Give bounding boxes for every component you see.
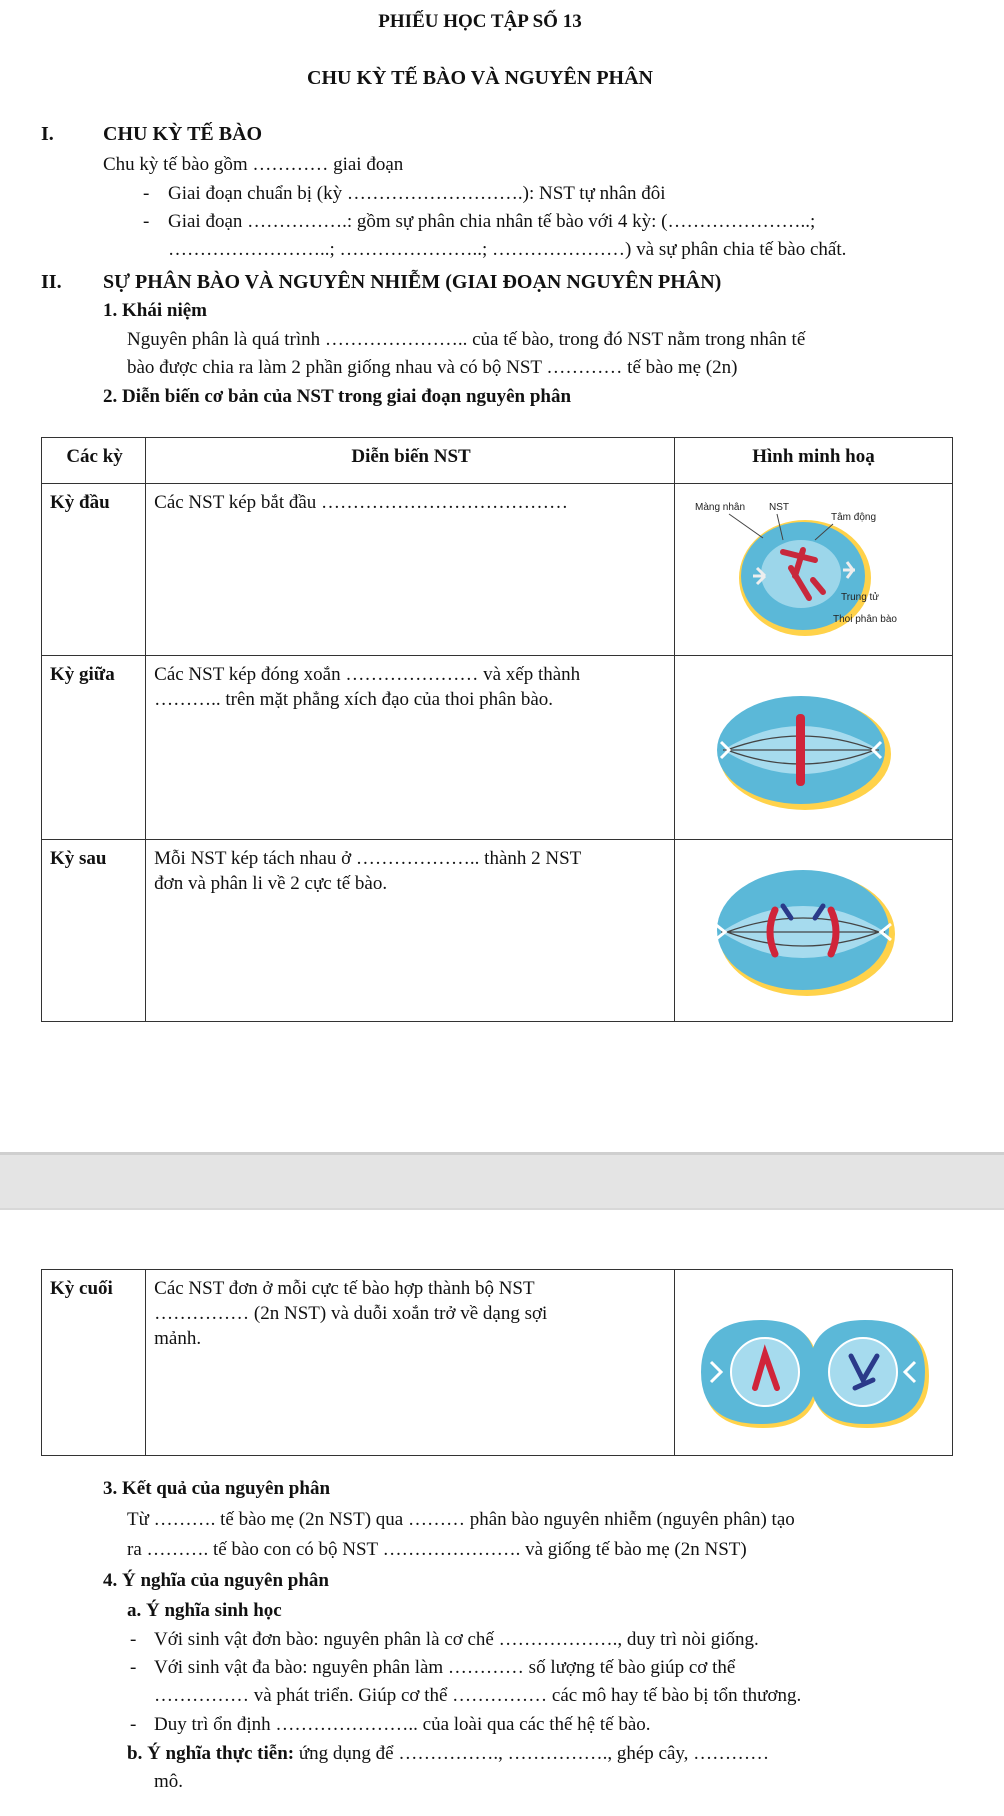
telophase-desc	[146, 1270, 675, 1456]
worksheet-title: PHIẾU HỌC TẬP SỐ 13	[378, 11, 582, 32]
worksheet-subtitle: CHU KỲ TẾ BÀO VÀ NGUYÊN PHÂN	[307, 67, 653, 89]
telophase-figure	[674, 1270, 952, 1456]
practical-significance-line	[127, 1742, 769, 1766]
prophase-desc	[146, 484, 675, 656]
metaphase-desc	[146, 656, 675, 840]
section-1-number: I.	[41, 123, 54, 145]
phase-telophase: Kỳ cuối	[42, 1270, 146, 1456]
division-line-cont: ……………………..; …………………..; …………………) và sự phân chia tế bào chất.	[168, 239, 847, 260]
label-spindle: Thoi phân bào	[832, 614, 897, 625]
section-1-heading: CHU KỲ TẾ BÀO	[103, 123, 263, 145]
anaphase-desc	[146, 840, 675, 1022]
unicellular-line: Với sinh vật đơn bào: nguyên phân là cơ chế ………………., duy trì nòi giống.	[154, 1629, 759, 1650]
bullet-dash: -	[130, 1657, 137, 1678]
section-2-number: II.	[41, 271, 62, 293]
interphase-line: Giai đoạn chuẩn bị (kỳ ……………………….): NST tự nhân đôi	[168, 183, 666, 204]
phase-metaphase: Kỳ giữa	[42, 656, 146, 840]
concept-title: 1. Khái niệm	[103, 300, 207, 321]
telophase-cell-illustration	[683, 1276, 941, 1448]
concept-line-2: bào được chia ra làm 2 phần giống nhau và có bộ NST ………… tế bào mẹ (2n)	[127, 357, 738, 378]
practical-significance-title: b. Ý nghĩa thực tiễn:	[127, 1743, 295, 1764]
mitosis-table	[41, 437, 953, 1022]
metaphase-desc-line-2: ……….. trên mặt phẳng xích đạo của thoi phân bào.	[154, 689, 554, 710]
metaphase-cell-illustration	[683, 662, 941, 832]
bullet-dash: -	[143, 183, 150, 204]
progress-title: 2. Diễn biến cơ bản của NST trong giai đoạn nguyên phân	[103, 386, 572, 407]
prophase-figure	[674, 484, 952, 656]
bullet-dash: -	[130, 1629, 137, 1650]
biological-significance-title: a. Ý nghĩa sinh học	[127, 1600, 282, 1621]
col-header-phase: Các kỳ	[42, 438, 146, 484]
telophase-desc-line-1: Các NST đơn ở mỗi cực tế bào hợp thành bộ NST	[154, 1278, 535, 1299]
prophase-cell-illustration	[683, 490, 941, 648]
telophase-desc-line-2: …………… (2n NST) và duỗi xoắn trở về dạng sợi	[154, 1303, 548, 1324]
mitosis-table-continued	[41, 1269, 953, 1456]
result-line-1: Từ ………. tế bào mẹ (2n NST) qua ……… phân bào nguyên nhiễm (nguyên phân) tạo	[127, 1509, 795, 1530]
bullet-dash: -	[130, 1714, 137, 1735]
section-2-heading: SỰ PHÂN BÀO VÀ NGUYÊN NHIỄM (GIAI ĐOẠN NGUYÊN PHÂN)	[103, 271, 722, 293]
cycle-stages-line: Chu kỳ tế bào gồm ………… giai đoạn	[103, 154, 404, 175]
metaphase-figure	[674, 656, 952, 840]
anaphase-cell-illustration	[683, 846, 941, 1014]
label-membrane: Màng nhân	[694, 502, 745, 513]
stability-line: Duy trì ổn định ………………….. của loài qua các thế hệ tế bào.	[154, 1714, 651, 1735]
page-separator	[0, 1152, 1004, 1210]
division-line: Giai đoạn …………….: gồm sự phân chia nhân tế bào với 4 kỳ: (…………………..;	[168, 211, 816, 232]
anaphase-desc-line-2: đơn và phân li về 2 cực tế bào.	[154, 873, 388, 894]
anaphase-figure	[674, 840, 952, 1022]
concept-line-1: Nguyên phân là quá trình ………………….. của tế bào, trong đó NST nằm trong nhân tế	[127, 329, 806, 350]
practical-significance-cont: mô.	[154, 1771, 184, 1792]
col-header-figure: Hình minh hoạ	[674, 438, 952, 484]
page-2	[0, 1210, 1004, 1816]
col-header-process: Diễn biến NST	[146, 438, 675, 484]
prophase-desc-line: Các NST kép bắt đầu …………………………………	[154, 492, 569, 513]
result-line-2: ra ………. tế bào con có bộ NST …………………. và giống tế bào mẹ (2n NST)	[127, 1539, 747, 1560]
metaphase-desc-line-1: Các NST kép đóng xoắn ………………… và xếp thành	[154, 664, 581, 685]
significance-title: 4. Ý nghĩa của nguyên phân	[103, 1570, 329, 1591]
telophase-desc-line-3: mảnh.	[154, 1328, 202, 1349]
multicellular-line: Với sinh vật đa bào: nguyên phân làm ………… số lượng tế bào giúp cơ thể	[154, 1657, 736, 1678]
practical-significance-text: ứng dụng để ……………., ……………., ghép cây, …………	[294, 1743, 770, 1764]
phase-prophase: Kỳ đầu	[42, 484, 146, 656]
label-aster: Tâm động	[830, 512, 876, 523]
phase-anaphase: Kỳ sau	[42, 840, 146, 1022]
label-nst: NST	[768, 502, 789, 513]
bullet-dash: -	[143, 211, 150, 232]
anaphase-desc-line-1: Mỗi NST kép tách nhau ở ……………….. thành 2 NST	[154, 848, 582, 869]
multicellular-line-cont: …………… và phát triển. Giúp cơ thể …………… các mô hay tế bào bị tổn thương.	[154, 1685, 802, 1706]
result-title: 3. Kết quả của nguyên phân	[103, 1478, 331, 1499]
label-centriole: Trung tử	[840, 592, 879, 603]
